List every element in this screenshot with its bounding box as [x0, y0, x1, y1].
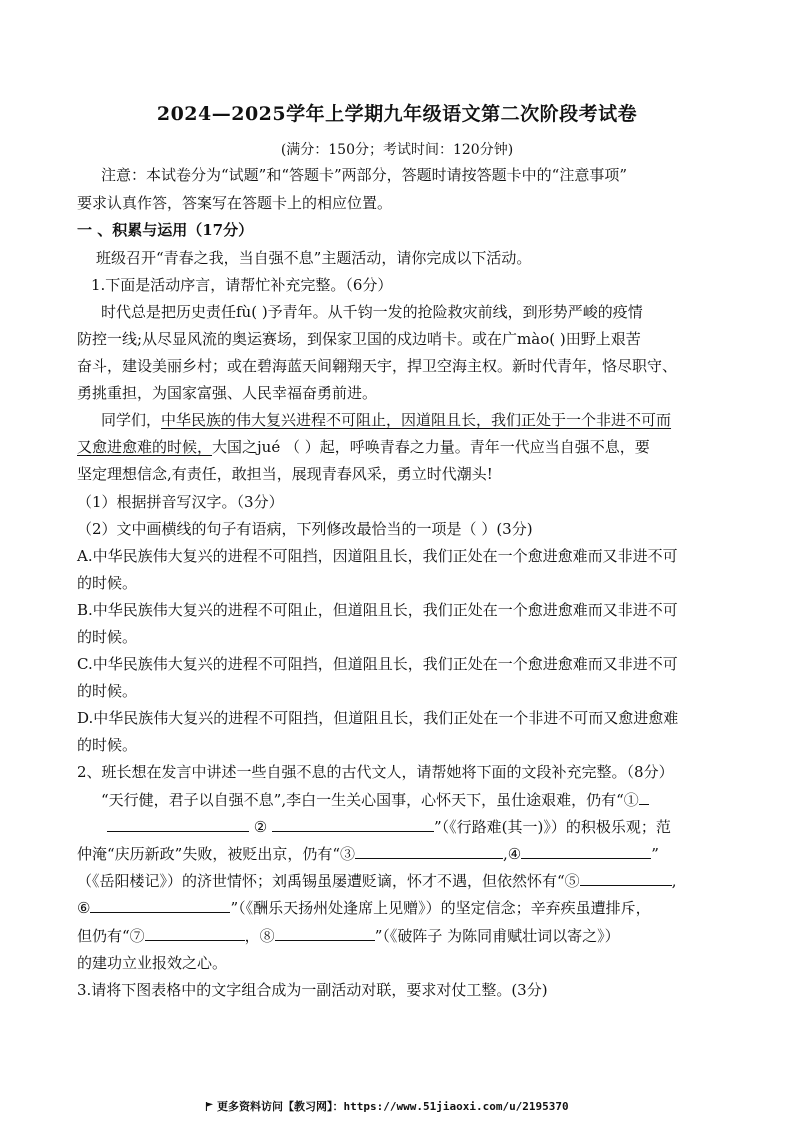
passage-line: 时代总是把历史责任fù( )予青年。从千钧一发的抢险救灾前线，到形势严峻的疫情: [101, 303, 643, 321]
option-a: A.中华民族伟大复兴的进程不可阻挡，因道阻且长，我们正处在一个愈进愈难而又非进不可: [77, 547, 678, 565]
q2-line: [107, 817, 671, 837]
flag-icon: [205, 1102, 214, 1111]
footer: [205, 1098, 569, 1114]
answer-blank[interactable]: [639, 790, 649, 805]
section-heading: 一 、积累与运用（17分）: [77, 221, 254, 239]
question-1-1: （1）根据拼音写汉字。（3分）: [77, 493, 284, 511]
option-a-cont: 的时候。: [77, 574, 138, 592]
section-intro: 班级召开“青春之我，当自强不息”主题活动，请你完成以下活动。: [96, 249, 532, 267]
passage-line: [77, 437, 650, 457]
q2-text: ,: [671, 872, 677, 890]
question-1: 1.下面是活动序言，请帮忙补充完整。（6分）: [91, 276, 393, 294]
q2-line: 的建功立业报效之心。: [77, 954, 228, 972]
answer-blank[interactable]: [107, 817, 249, 832]
option-d: D.中华民族伟大复兴的进程不可阻挡，但道阻且长，我们正处在一个非进不可而又愈进愈难: [77, 709, 679, 727]
option-d-cont: 的时候。: [77, 736, 138, 754]
question-3: 3.请将下图表格中的文字组合成为一副活动对联，要求对仗工整。(3分): [77, 981, 548, 999]
option-c-cont: 的时候。: [77, 682, 138, 700]
q2-line: [77, 844, 659, 864]
q2-text: ”（《行路难(其一)》）的积极乐观；范: [434, 818, 671, 836]
notice-line-1: 注意：本试卷分为“试题”和“答题卡”两部分，答题时请按答题卡中的“注意事项”: [101, 166, 628, 184]
answer-blank[interactable]: [145, 926, 245, 941]
q2-text: ”（《破阵子 为陈同甫赋壮词以寄之》）: [374, 927, 620, 945]
q2-text: 仲淹“庆历新政”失败，被贬出京，仍有“③: [77, 845, 356, 863]
answer-blank[interactable]: [275, 926, 375, 941]
passage-text: 大国之jué （ ）起，呼唤青春之力量。青年一代应当自强不息，要: [212, 438, 650, 456]
q2-text: 但仍有“⑦: [77, 927, 145, 945]
option-b: B.中华民族伟大复兴的进程不可阻止，但道阻且长，我们正处在一个愈进愈难而又非进不可: [77, 601, 678, 619]
answer-blank[interactable]: [580, 871, 672, 886]
passage-line: 防控一线;从尽显风流的奥运赛场，到保家卫国的戍边哨卡。或在广mào( )田野上艰苦: [77, 330, 641, 348]
q2-text: ，⑧: [244, 927, 275, 945]
passage-line: [101, 410, 671, 430]
q2-text: ②: [253, 818, 268, 836]
q2-text: （《岳阳楼记》）的济世情怀；刘禹锡虽屡遭贬谪，怀才不遇，但依然怀有“⑤: [77, 872, 580, 890]
passage-line: 坚定理想信念,有责任，敢担当，展现青春风采，勇立时代潮头!: [77, 465, 493, 483]
option-c: C.中华民族伟大复兴的进程不可阻挡，但道阻且长，我们正处在一个愈进愈难而又非进不可: [77, 655, 678, 673]
answer-blank[interactable]: [272, 817, 434, 832]
q2-text: ”（《酬乐天扬州处逢席上见赠》）的坚定信念；辛弃疾虽遭排斥，: [230, 899, 651, 917]
q2-text: ”: [651, 845, 659, 863]
q2-line: [77, 871, 676, 891]
question-2: 2、班长想在发言中讲述一些自强不息的古代文人，请帮她将下面的文段补充完整。（8分）: [77, 763, 674, 781]
q2-line: [77, 898, 651, 918]
option-b-cont: 的时候。: [77, 628, 138, 646]
q2-text: “天行健，君子以自强不息”,李白一生关心国事，心怀天下，虽仕途艰难，仍有“①: [101, 791, 639, 809]
passage-text: 同学们，: [101, 411, 162, 429]
q2-line: [101, 790, 649, 810]
underlined-sentence: 又愈进愈难的时候，: [77, 438, 213, 456]
footer-link[interactable]: 更多资料访问【教习网】：https://www.51jiaoxi.com/u/2195370: [217, 1100, 569, 1113]
passage-line: 奋斗，建设美丽乡村；或在碧海蓝天间翱翔天宇，捍卫空海主权。新时代青年，恪尽职守、: [77, 357, 678, 375]
question-1-2: （2）文中画横线的句子有语病，下列修改最恰当的一项是（ ）(3分): [77, 520, 533, 538]
answer-blank[interactable]: [355, 844, 503, 859]
exam-subtitle: (满分：150分；考试时间：120分钟): [280, 142, 514, 158]
q2-line: [77, 926, 620, 946]
q2-text: ,④: [503, 845, 522, 863]
underlined-sentence: 中华民族的伟大复兴进程不可阻止，因道阻且长，我们正处于一个非进不可而: [161, 411, 672, 429]
answer-blank[interactable]: [521, 844, 651, 859]
exam-title: 2024—2025学年上学期九年级语文第二次阶段考试卷: [156, 103, 638, 125]
passage-line: 勇挑重担，为国家富强、人民幸福奋勇前进。: [77, 384, 378, 402]
answer-blank[interactable]: [90, 898, 230, 913]
q2-text: ⑥: [77, 899, 91, 917]
notice-line-2: 要求认真作答，答案写在答题卡上的相应位置。: [77, 194, 393, 212]
